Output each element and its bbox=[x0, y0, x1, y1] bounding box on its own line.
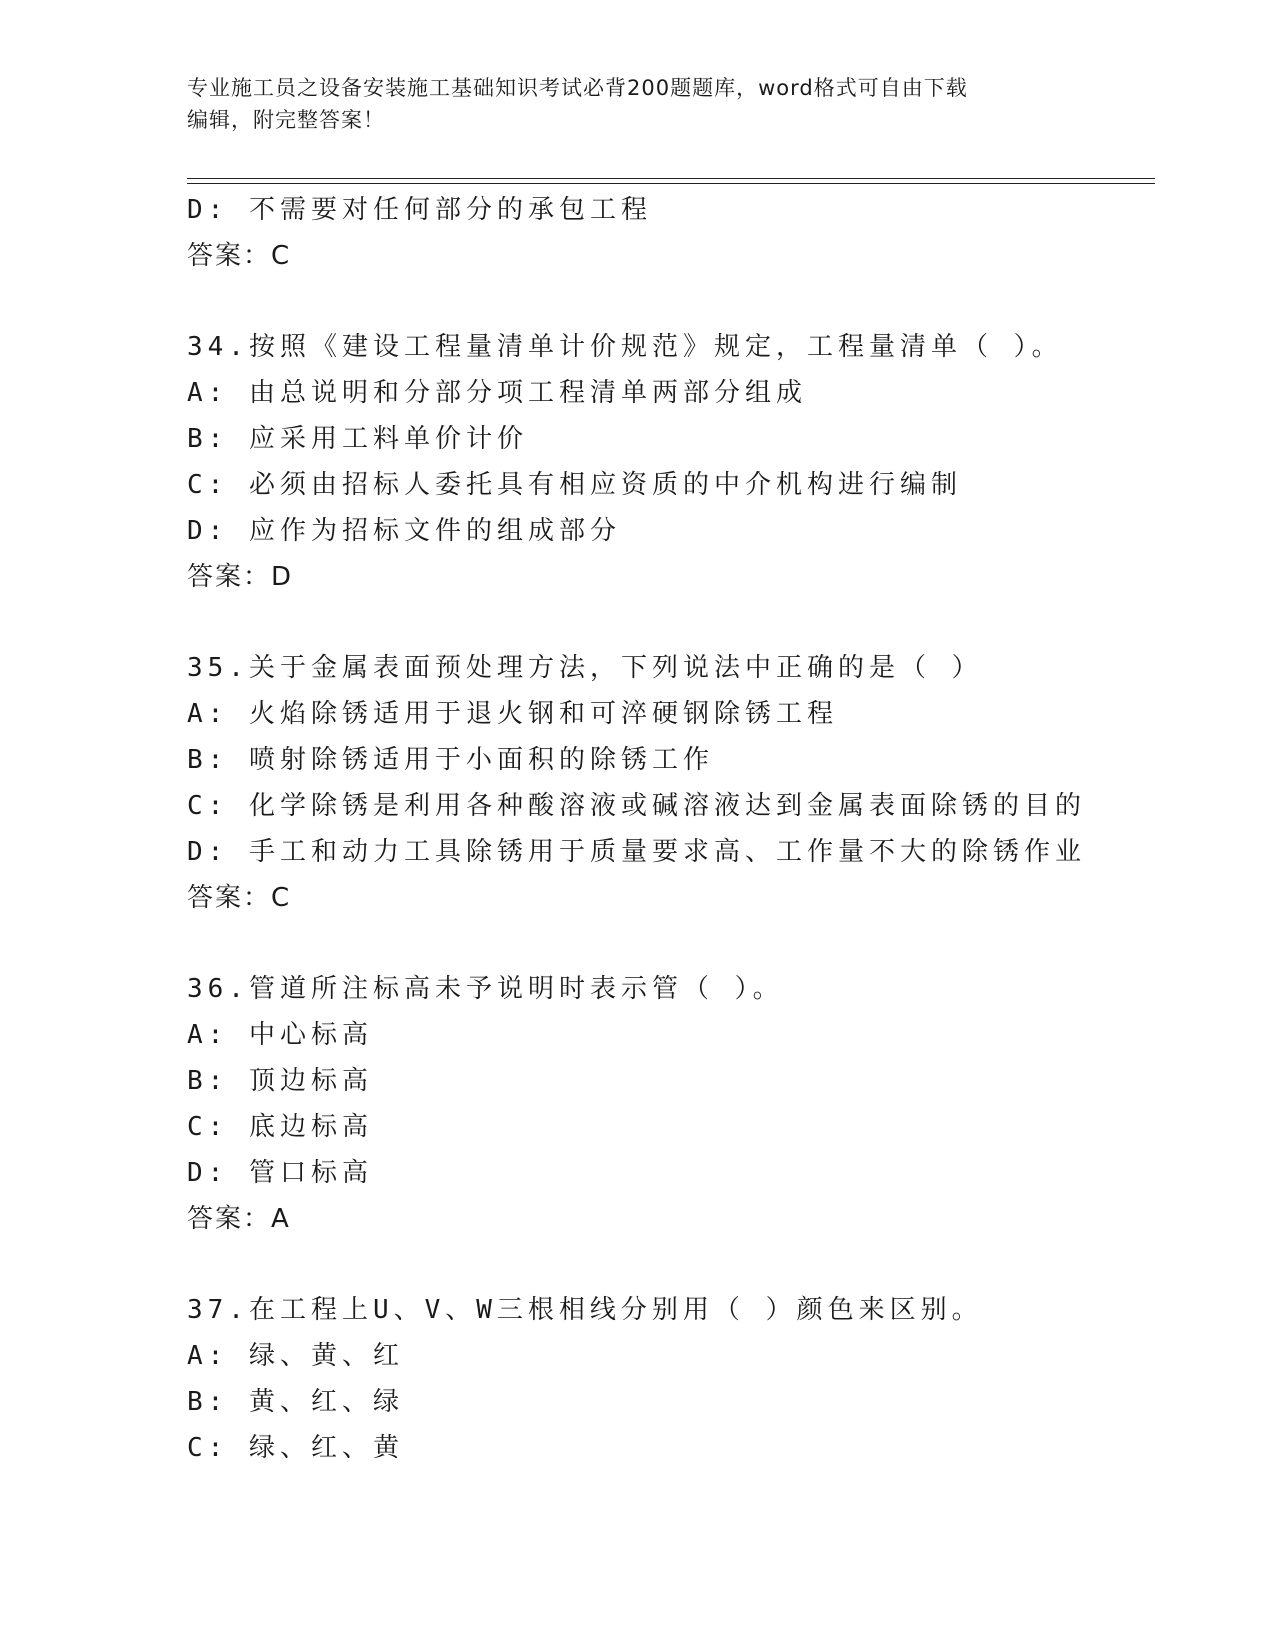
option-a: A: 绿、黄、红 bbox=[187, 1341, 404, 1371]
question-stem: 36.管道所注标高未予说明时表示管（ ）。 bbox=[187, 974, 784, 1004]
option-d: D: 管口标高 bbox=[187, 1158, 373, 1188]
option-c: C: 必须由招标人委托具有相应资质的中介机构进行编制 bbox=[187, 470, 962, 500]
header-rule-top bbox=[187, 178, 1155, 179]
header-rule-bottom bbox=[187, 183, 1155, 184]
option-d: D: 不需要对任何部分的承包工程 bbox=[187, 195, 652, 225]
option-a: A: 中心标高 bbox=[187, 1020, 373, 1050]
option-d: D: 手工和动力工具除锈用于质量要求高、工作量不大的除锈作业 bbox=[187, 837, 1086, 867]
option-c: C: 绿、红、黄 bbox=[187, 1433, 404, 1463]
question-36 bbox=[187, 966, 1187, 1242]
option-b: B: 应采用工料单价计价 bbox=[187, 424, 528, 454]
question-stem: 37.在工程上U、V、W三根相线分别用（ ）颜色来区别。 bbox=[187, 1295, 983, 1325]
option-c: C: 化学除锈是利用各种酸溶液或碱溶液达到金属表面除锈的目的 bbox=[187, 791, 1086, 821]
option-b: B: 喷射除锈适用于小面积的除锈工作 bbox=[187, 745, 714, 775]
option-b: B: 黄、红、绿 bbox=[187, 1387, 404, 1417]
answer: 答案：C bbox=[187, 883, 292, 913]
question-37 bbox=[187, 1287, 1187, 1471]
header-title-line2: 编辑，附完整答案！ bbox=[187, 108, 385, 132]
answer: 答案：D bbox=[187, 562, 294, 592]
option-d: D: 应作为招标文件的组成部分 bbox=[187, 516, 621, 546]
question-stem: 35.关于金属表面预处理方法，下列说法中正确的是（ ） bbox=[187, 653, 983, 683]
option-b: B: 顶边标高 bbox=[187, 1066, 373, 1096]
header-title-line1: 专业施工员之设备安装施工基础知识考试必背200题题库，word格式可自由下载 bbox=[187, 76, 968, 100]
question-34 bbox=[187, 324, 1187, 600]
document-header bbox=[187, 72, 1087, 136]
option-a: A: 由总说明和分部分项工程清单两部分组成 bbox=[187, 378, 807, 408]
prev-question-tail bbox=[187, 187, 1187, 279]
question-35 bbox=[187, 645, 1187, 921]
option-a: A: 火焰除锈适用于退火钢和可淬硬钢除锈工程 bbox=[187, 699, 838, 729]
answer: 答案：A bbox=[187, 1204, 291, 1234]
question-stem: 34.按照《建设工程量清单计价规范》规定，工程量清单（ ）。 bbox=[187, 332, 1063, 362]
answer: 答案：C bbox=[187, 241, 292, 271]
option-c: C: 底边标高 bbox=[187, 1112, 373, 1142]
question-list bbox=[187, 187, 1187, 1471]
